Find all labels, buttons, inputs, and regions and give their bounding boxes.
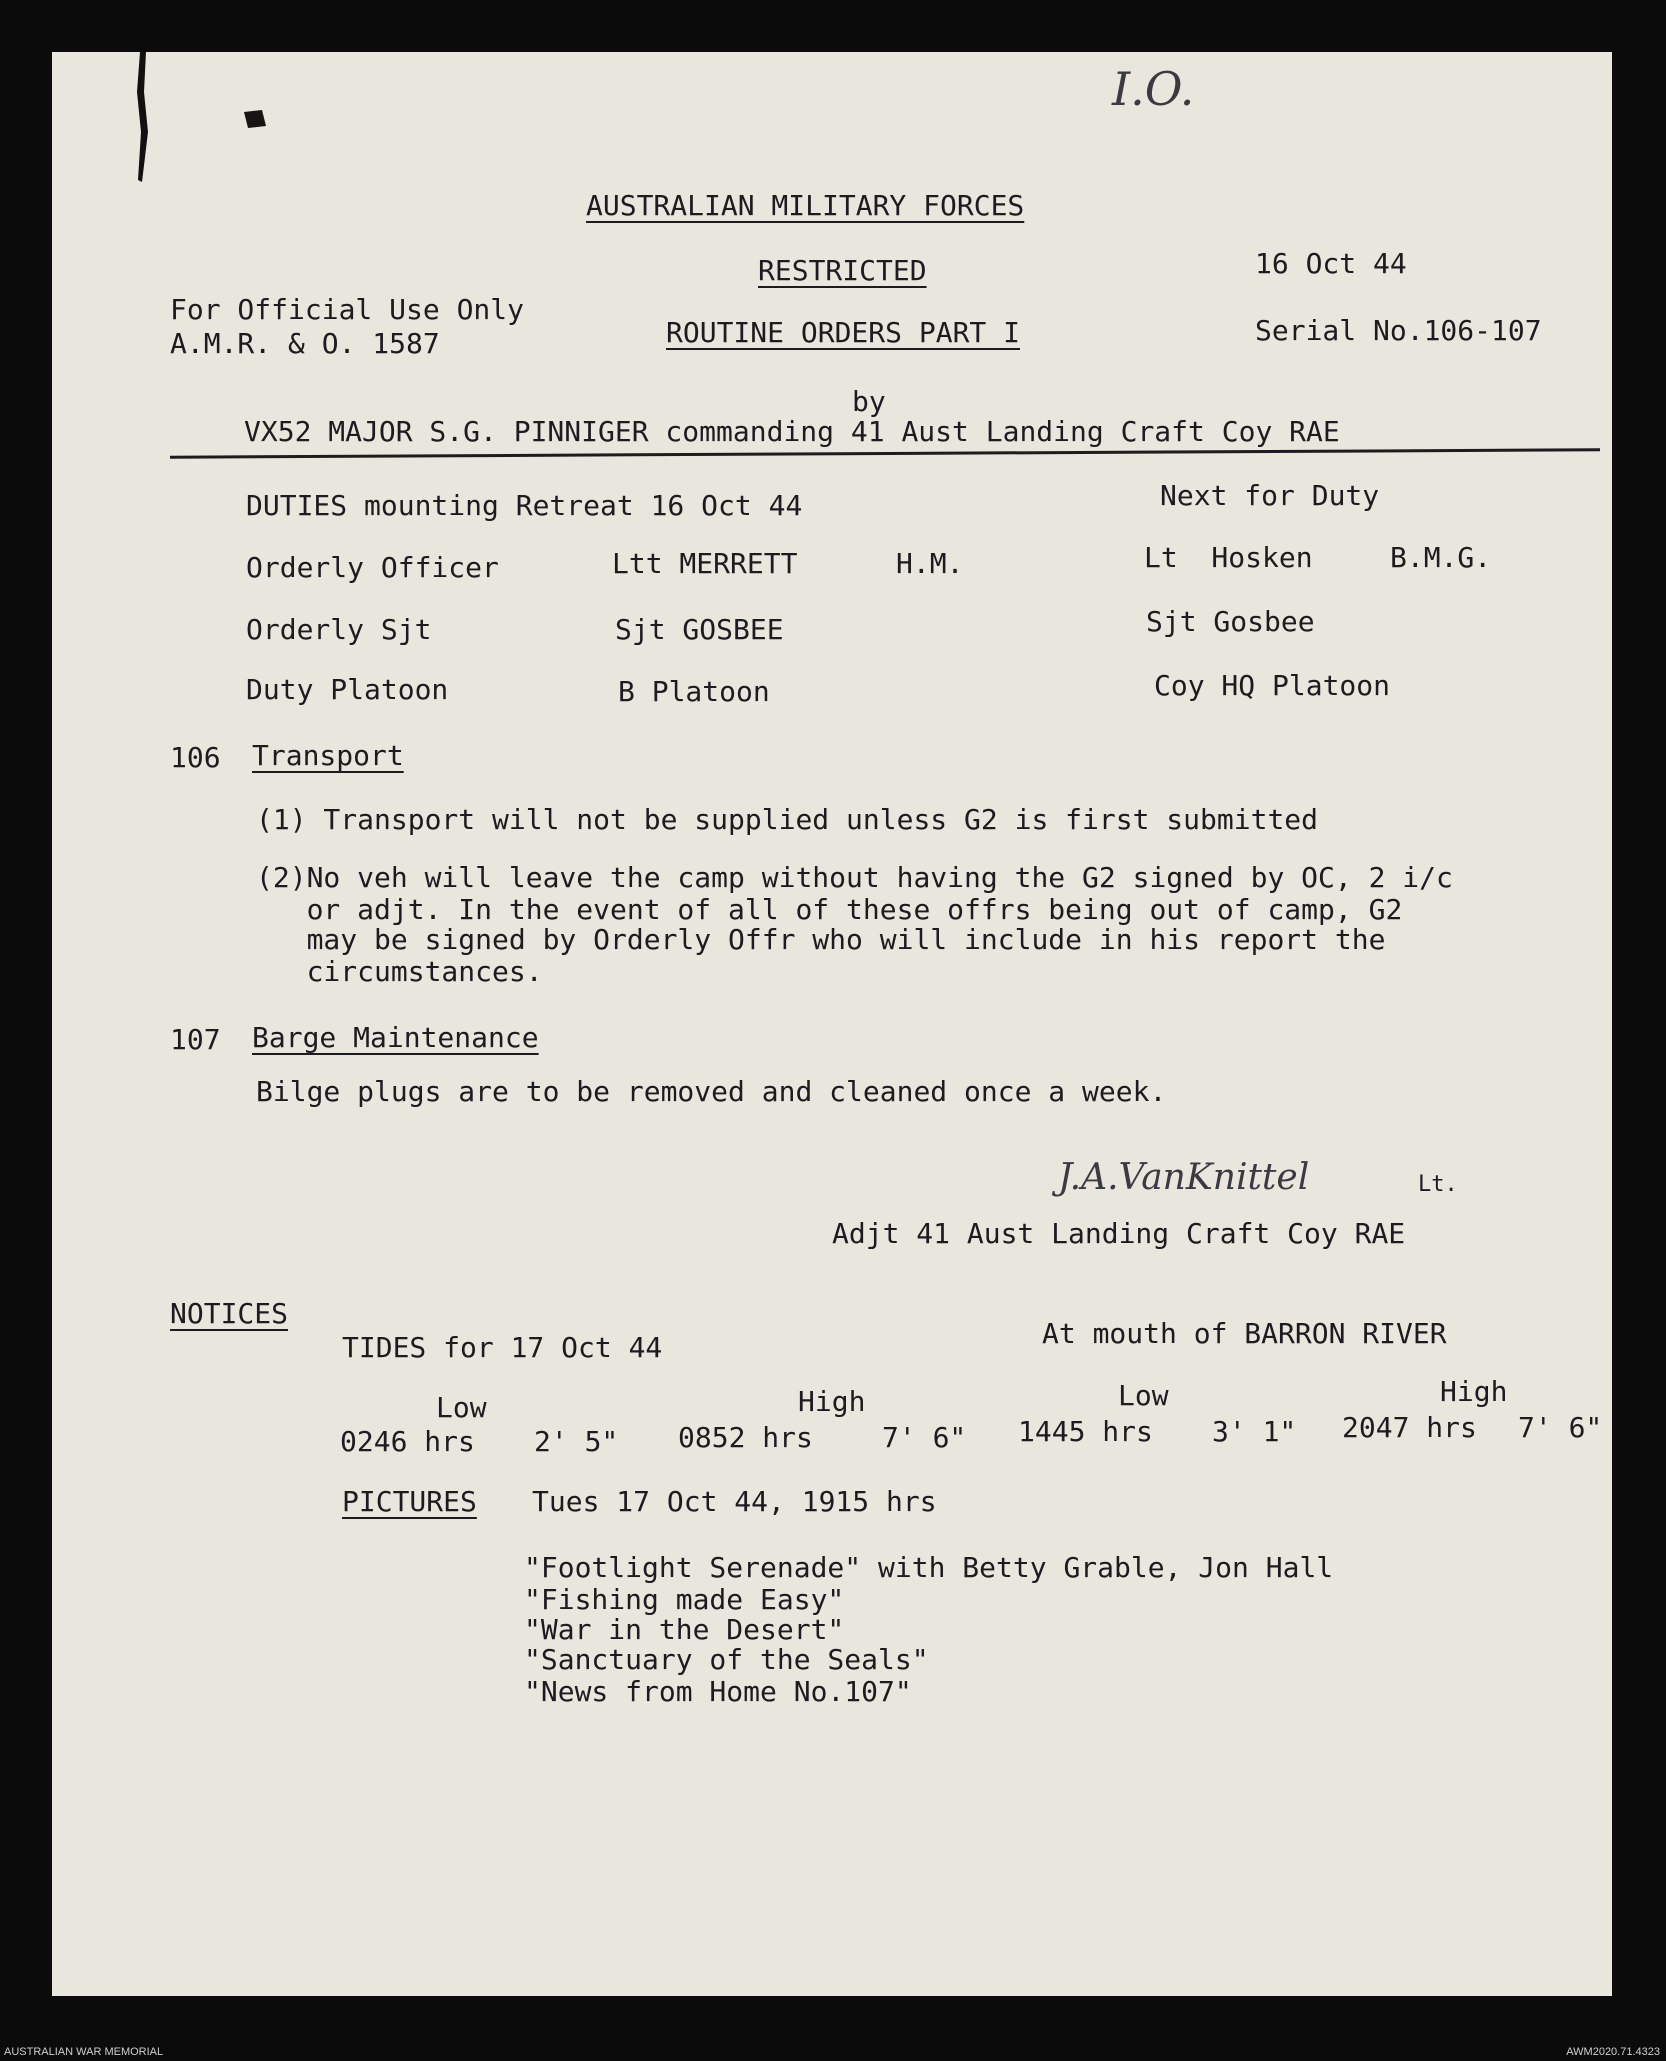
- duty-next: Lt Hosken: [1144, 541, 1313, 574]
- duty-current-initials: H.M.: [896, 547, 964, 580]
- document-page: [52, 52, 1612, 1996]
- order-line: or adjt. In the event of all of these offrs being out of camp, G2: [256, 893, 1403, 926]
- tide-kind: High: [1440, 1375, 1508, 1408]
- order-line: (1) Transport will not be supplied unless G2 is first submitted: [256, 803, 1319, 836]
- duty-current: Ltt MERRETT: [612, 547, 798, 580]
- film-title: "War in the Desert": [524, 1613, 845, 1646]
- document-title: AUSTRALIAN MILITARY FORCES: [586, 189, 1025, 222]
- film-title: "Footlight Serenade" with Betty Grable, Jon Hall: [524, 1551, 1334, 1584]
- signature-scrawl: J.A.VanKnittel: [1058, 1157, 1310, 1198]
- tide-height: 7' 6": [882, 1421, 967, 1454]
- duty-current: Sjt GOSBEE: [615, 613, 784, 646]
- classification-label: RESTRICTED: [758, 254, 927, 287]
- tide-time: 2047 hrs: [1342, 1411, 1477, 1444]
- film-title: "Sanctuary of the Seals": [524, 1643, 929, 1676]
- punch-hole-mark: [242, 108, 268, 130]
- signature-rank: Lt.: [1418, 1172, 1458, 1197]
- duty-role: Orderly Officer: [246, 551, 499, 584]
- commander-underline: [170, 448, 1600, 458]
- footer-credit: AUSTRALIAN WAR MEMORIAL: [4, 2046, 164, 2058]
- pictures-when: Tues 17 Oct 44, 1915 hrs: [532, 1485, 937, 1518]
- duty-next: Sjt Gosbee: [1146, 605, 1315, 638]
- duty-next-initials: B.M.G.: [1390, 541, 1492, 574]
- film-title: "Fishing made Easy": [524, 1583, 845, 1616]
- tides-location: At mouth of BARRON RIVER: [1042, 1317, 1447, 1350]
- pictures-heading: PICTURES: [342, 1485, 477, 1518]
- handwritten-mark: I.O.: [1112, 62, 1195, 116]
- order-line: (2)No veh will leave the camp without having the G2 signed by OC, 2 i/c: [256, 861, 1453, 894]
- tide-time: 1445 hrs: [1018, 1415, 1153, 1448]
- document-date: 16 Oct 44: [1255, 247, 1407, 280]
- film-title: "News from Home No.107": [524, 1675, 912, 1708]
- signature-line: Adjt 41 Aust Landing Craft Coy RAE: [832, 1217, 1406, 1250]
- order-number: 106: [170, 741, 221, 774]
- order-title: Transport: [252, 739, 404, 772]
- tide-kind: Low: [1118, 1379, 1169, 1412]
- tide-height: 7' 6": [1518, 1411, 1603, 1444]
- duty-current: B Platoon: [618, 675, 770, 708]
- duty-role: Orderly Sjt: [246, 613, 432, 646]
- order-line: may be signed by Orderly Offr who will include in his report the: [256, 923, 1386, 956]
- commander-line: VX52 MAJOR S.G. PINNIGER commanding 41 Aust Landing Craft Coy RAE: [244, 415, 1340, 448]
- tide-height: 3' 1": [1212, 1415, 1297, 1448]
- tide-time: 0852 hrs: [678, 1421, 813, 1454]
- by-label: by: [852, 385, 886, 418]
- duties-heading: DUTIES mounting Retreat 16 Oct 44: [246, 489, 803, 522]
- tides-heading: TIDES for 17 Oct 44: [342, 1331, 663, 1364]
- official-use-line: For Official Use Only: [170, 293, 525, 326]
- order-title: Barge Maintenance: [252, 1021, 539, 1054]
- order-line: Bilge plugs are to be removed and cleaned once a week.: [256, 1075, 1167, 1108]
- tide-kind: Low: [436, 1391, 487, 1424]
- amr-reference: A.M.R. & O. 1587: [170, 327, 440, 360]
- notices-heading: NOTICES: [170, 1297, 289, 1330]
- tide-kind: High: [798, 1385, 866, 1418]
- routine-orders-title: ROUTINE ORDERS PART I: [666, 316, 1021, 349]
- tide-height: 2' 5": [534, 1425, 619, 1458]
- footer-accession-number: AWM2020.71.4323: [1566, 2046, 1660, 2058]
- order-number: 107: [170, 1023, 221, 1056]
- serial-number: Serial No.106-107: [1255, 314, 1542, 347]
- duty-next: Coy HQ Platoon: [1154, 669, 1391, 702]
- order-line: circumstances.: [256, 955, 543, 988]
- next-for-duty-heading: Next for Duty: [1160, 479, 1380, 512]
- duty-role: Duty Platoon: [246, 673, 449, 706]
- torn-edge-mark: [132, 52, 154, 182]
- tide-time: 0246 hrs: [340, 1425, 475, 1458]
